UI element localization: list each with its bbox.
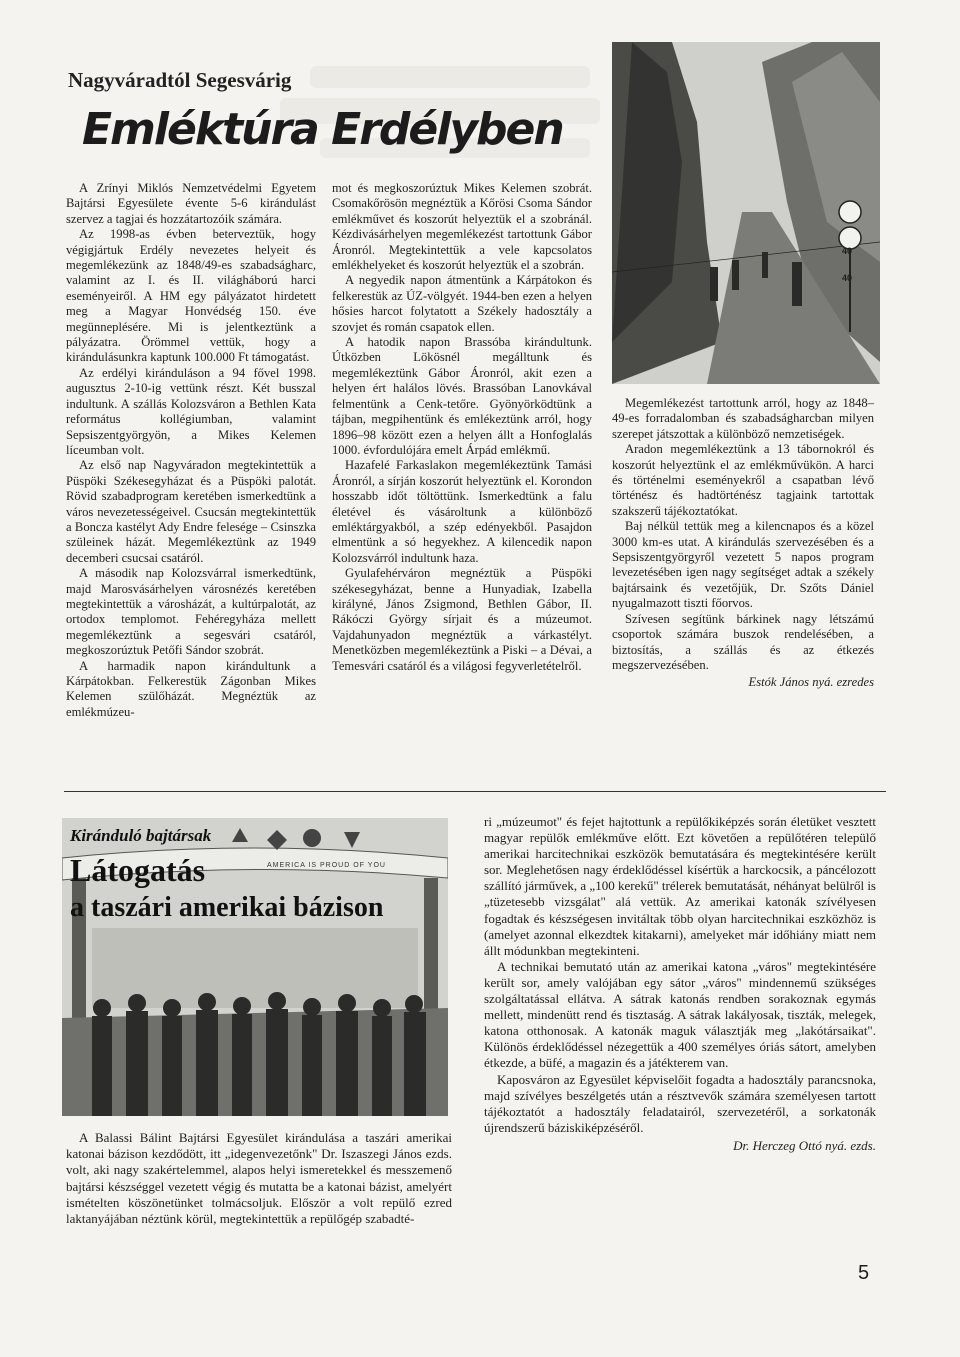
photo-base-visit [62, 818, 448, 1116]
section-title: Nagyváradtól Segesvárig [68, 68, 292, 92]
page-number: 5 [858, 1262, 870, 1284]
photo-mountain-gorge [612, 42, 880, 384]
paragraph: Baj nélkül tettük meg a kilencnapos és a közel 3000 km-es utat. A kirándulás szervezésében és a Sepsiszentgyörgyről vezetett 5 napos program levezetésében igen nagy segítséget adtak a székely bajtársaink és vezetőjük, Dr. Szőts Dániel nyugalmazott tiszti főorvos. [612, 519, 874, 611]
paragraph: A Zrínyi Miklós Nemzetvédelmi Egyetem Bajtársi Egyesülete évente 5-6 kirándulást szervez a tagjai és hozzátartozóik számára. [66, 181, 316, 226]
article2-left-col [66, 1130, 452, 1227]
paragraph: A hatodik napon Brassóba kirándultunk. Útközben Lökösnél megálltunk és megemlékeztünk Gábor Áronról, akit ezen a helyen ért halálos lövés. Brassóban Lanovkával felmentünk a Cenk-tetőre. Gyönyörködtünk a tájban, megpihentünk és emlékeztünk arról, hogy 1896–98 között ezen a helyen állt a Honfoglalás 1000. évfordulójára emelt Árpád emlékmű. [332, 335, 592, 457]
article2-title-line1: Látogatás [70, 852, 206, 888]
paragraph: Gyulafehérváron megnéztük a Püspöki székesegyházat, benne a Hunyadiak, Izabella királyné, János Zsigmond, Bethlen Gábor, II. Rákóczi György sírjait és a múzeumot. Vajdahunyadon megnéztük a várkastélyt. Menetközben megemlékeztünk a Piski – a Dévai, a Temesvári csatáról és a világosi fegyverletételről. [332, 566, 592, 673]
paragraph: A technikai bemutató után az amerikai katona „város" megtekintésére került sor, amely valójában egy sátor „város" mindennemű szükséges szolgáltatással ellátva. A sátrak katonás rendben sorakoznak egymás mellett, mindenütt rend és tisztaság. A sátrak lakályosak, tiszták, melegek, katona otthonosak. A katonák maguk választják meg „lakótársaikat". Különös érdeklődéssel nézegettük a 400 személyes óriás sátort, amelyben étkezde, a büfé, a magazin és a játékterem van. [484, 958, 876, 1071]
paragraph: A Balassi Bálint Bajtársi Egyesület kirándulása a taszári amerikai katonai bázison kezdődött, itt „idegenvezetőnk" Dr. Iszaszegi János ezds. volt, aki nagy szakértelemmel, alapos helyi ismeretekkel és messzemenő bajtársi készséggel vezetett végig és mutatta be a katonai bázist, amelyért ismételten köszönetünket tolmácsoljuk. Először a volt repülő ezred laktanyájában néztünk körül, megtekintettük a repülőgép szabadté- [66, 1130, 452, 1227]
article1-col2 [332, 181, 592, 674]
paragraph: Az 1998-as évben beterveztük, hogy végigjártuk Erdély nevezetes helyeit és megemlékezünk az 1848/49-es szabadságharc, valamint az I. és II. világháború harci eseményeiről. A HM egy pályázatot hirdetett meg a Magyar Honvédség 150. éve megünneplésére. Mi is jelentkeztünk a pályázatra. Örömmel vettük, hogy a kirándulásunkra kaptunk 100.000 Ft támogatást. [66, 227, 316, 365]
paragraph: A harmadik napon kirándultunk a Kárpátokban. Felkerestük Zágonban Mikes Kelemen szülőházát. Megnéztük az emlékmúzeu- [66, 658, 316, 719]
article1-col3 [612, 396, 874, 691]
road-sign-label: 40 [842, 246, 853, 256]
road-sign-label: 40 [842, 273, 853, 283]
paragraph: A negyedik napon átmentünk a Kárpátokon és felkerestük az ÚZ-völgyét. 1944-ben ezen a helyen hősies harcot folytatott a Székely hadosztály a szovjet és román csapatok ellen. [332, 273, 592, 334]
paragraph: Szívesen segítünk bárkinek nagy létszámú csoportok számára buszok rendelésében, a biztosítás, a szállás és az étkezés megszervezésében. [612, 611, 874, 672]
gorge-illustration [612, 42, 880, 384]
article2-kicker: Kiránduló bajtársak [70, 826, 212, 845]
paragraph: ri „múzeumot" és fejet hajtottunk a repülőkiképzés során életüket vesztett magyar repülők emlékműve előtt. Ezt követően a repülőtéren települő amerikai harcitechnikai eszközök bemutatására és megtekintésére került sor. Meglehetősen nagy érdeklődéssel kísértük a harckocsik, a páncélozott szállító járművek, a „100 kerekű" trélerek bemutatását, néhányat belülről is „tüzetesebb vizsgálat" alá vettük. Az amerikai katonák szívélyesen fogadtak és készségesen invitáltak több olyan harcitechnikai eszközhöz is (amelyet azonnal elkezdtek kitakarni), amelyeket már időhiány miatt nem állt módunkban megtekinteni. [484, 814, 876, 958]
paragraph: Az erdélyi kiránduláson a 94 fővel 1998. augusztus 2-10-ig vettünk részt. Két busszal indultunk. A szállás Kolozsváron a Bethlen Kata református kollégiumban, valamint Sepsiszentgyörgyön, a Mikes Kelemen líceumban volt. [66, 365, 316, 457]
author-signature: Dr. Herczeg Ottó nyá. ezds. [733, 1137, 876, 1153]
paragraph: Megemlékezést tartottunk arról, hogy az 1848–49-es forradalomban és szabadságharcban milyen szerepet játszottak a különböző nemzetiségek. [612, 396, 874, 441]
main-title: Emléktúra Erdélyben [82, 104, 563, 155]
paragraph: Aradon megemlékeztünk a 13 tábornokról és koszorút helyeztünk el az emlékművükön. A harci és történelmi eseményekről a csapatban lévő történész és hadtörténész tagjaink tartottak szakszerű tájékoztatókat. [612, 442, 874, 518]
author-signature: Estók János nyá. ezredes [748, 675, 874, 690]
paragraph: Kaposváron az Egyesület képviselőit fogadta a hadosztály parancsnoka, majd szívélyes beszélgetés után a résztvevők számára személyesen tartott tájékoztatót a hadosztály feladatairól, szervezetéről, a sorkatonák újrendszerű báziskiképzéséről. [484, 1071, 876, 1135]
article2-title-line2: a taszári amerikai bázison [70, 892, 384, 923]
paragraph: mot és megkoszorúztuk Mikes Kelemen szobrát. Csomakőrösön megnéztük a Kőrösi Csoma Sándor emlékművet és koszorút helyeztük el a szobránál. Kézdivásárhelyen megemlékezést tartottunk Gábor Áronról. Megtekintettük a vele kapcsolatos emlékhelyeket és koszorút helyeztük el a szobrán. [332, 181, 592, 273]
paragraph: Az első nap Nagyváradon megtekintettük a Püspöki Székesegyházat és a Püspöki palotát. Rövid szabadprogram keretében ismerkedtünk a város nevezetességeivel. Csucsán megtekintettük a Boncza kastélyt Ady Endre felesége – Csinszka szüleinek házát. Megemlékeztünk az 1949 decemberi csucsai csatáról. [66, 458, 316, 565]
article2-right-col [484, 814, 876, 1154]
section-divider [64, 791, 886, 792]
article1-col1 [66, 181, 316, 720]
paragraph: A második nap Kolozsvárral ismerkedtünk, majd Marosvásárhelyen városnézés keretében megtekintettük a városházát, a kultúrpalotát, az ortodox templomot. Fehéregyháza mellett megemlékeztünk a segesvári csatáról, megkoszorúztuk Petőfi Sándor szobrát. [66, 566, 316, 658]
banner-text: AMERICA IS PROUD OF YOU [267, 862, 386, 869]
paragraph: Hazafelé Farkaslakon megemlékeztünk Tamási Áronról, a sírján koszorút helyeztünk el. Korondon hosszabb időt töltöttünk. Ismerkedtünk a falu életével és vásároltunk a különböző emléktárgyakból, a szép edényekből. Pasajdon elmentünk a só hegyekhez. A kilencedik napon Kolozsvárról indultunk haza. [332, 458, 592, 565]
